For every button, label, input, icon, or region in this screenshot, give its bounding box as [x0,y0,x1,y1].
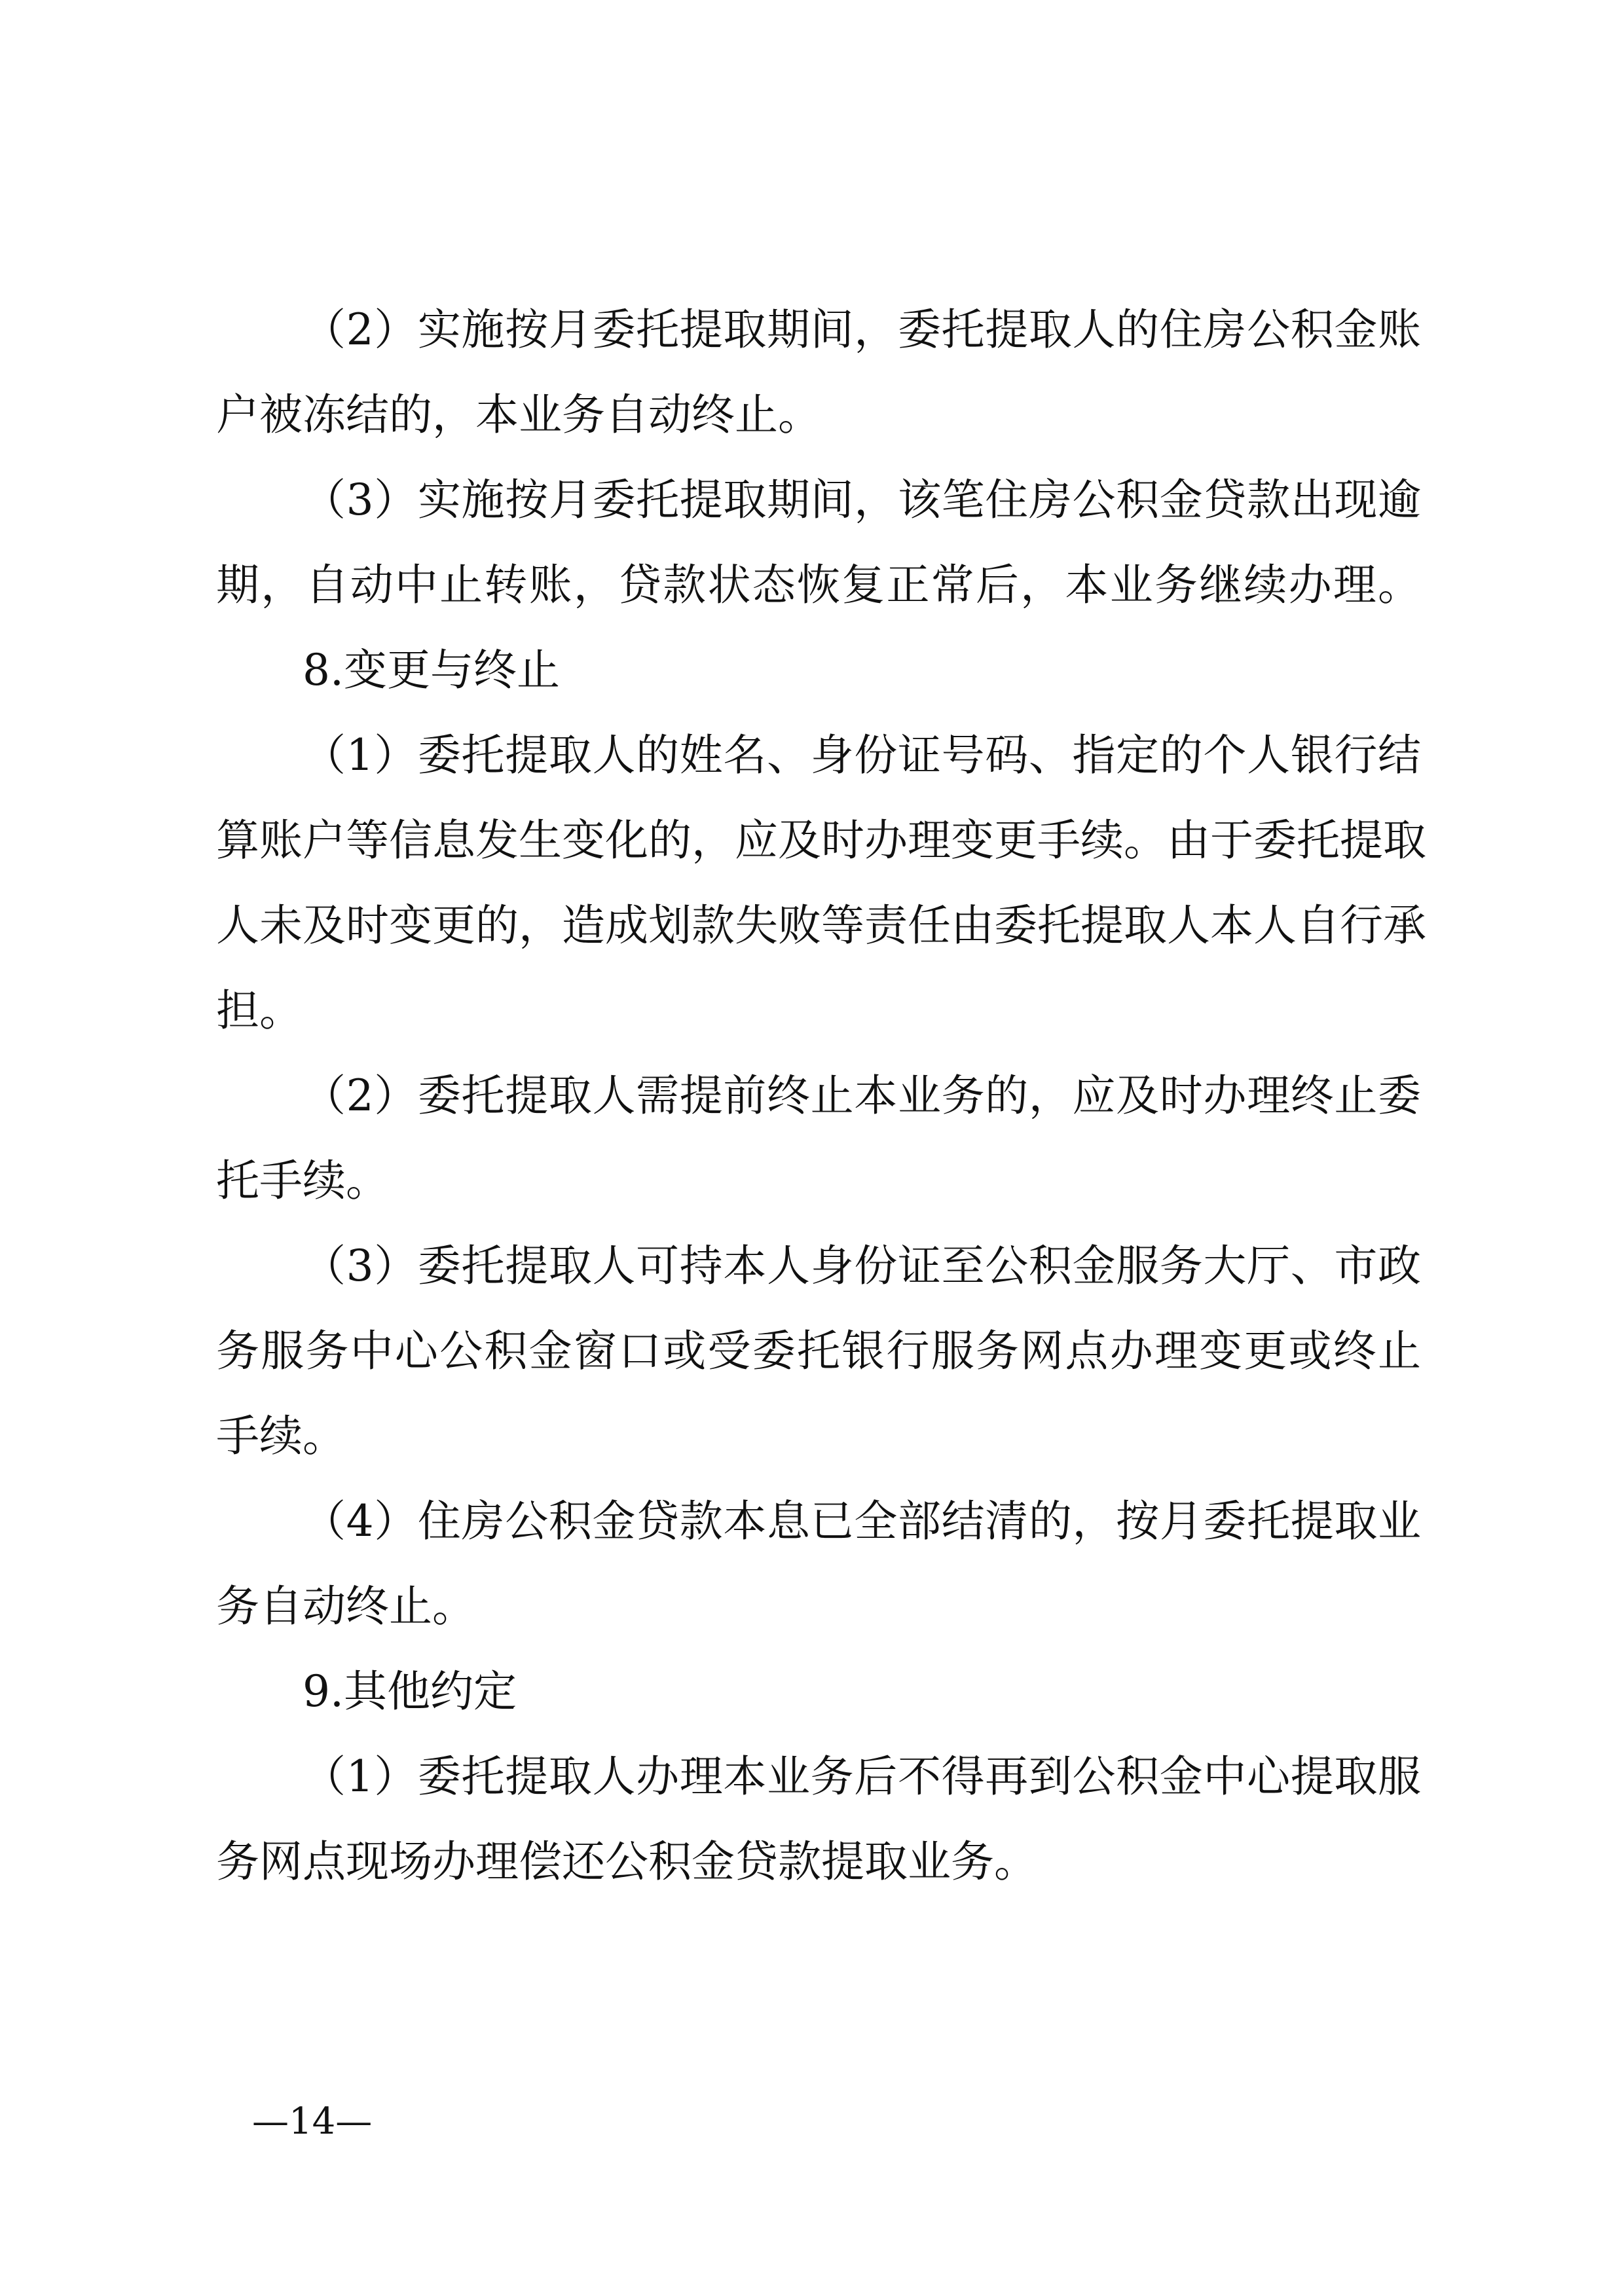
paragraph-line: 务服务中心公积金窗口或受委托银行服务网点办理变更或终止 [216,1326,1421,1376]
paragraph-line: （3）委托提取人可持本人身份证至公积金服务大厅、市政 [303,1241,1421,1291]
paragraph-line: （2）委托提取人需提前终止本业务的，应及时办理终止委 [303,1070,1421,1121]
paragraph-line: 担。 [216,985,303,1036]
paragraph-line: 手续。 [216,1411,346,1461]
paragraph-line: 期，自动中止转账，贷款状态恢复正常后，本业务继续办理。 [216,560,1421,610]
paragraph-line: （2）实施按月委托提取期间，委托提取人的住房公积金账 [303,304,1421,355]
paragraph-line: （1）委托提取人的姓名、身份证号码、指定的个人银行结 [303,730,1421,780]
page-number: —14— [252,2100,373,2143]
paragraph-line: 算账户等信息发生变化的，应及时办理变更手续。由于委托提取 [216,815,1426,866]
paragraph-line: （4）住房公积金贷款本息已全部结清的，按月委托提取业 [303,1496,1421,1546]
paragraph-line: 务网点现场办理偿还公积金贷款提取业务。 [216,1836,1037,1887]
paragraph-line: 户被冻结的，本业务自动终止。 [216,390,821,440]
section-heading: 8.变更与终止 [303,645,560,695]
paragraph-line: 托手续。 [216,1156,389,1206]
section-heading: 9.其他约定 [303,1666,517,1717]
paragraph-line: 人未及时变更的，造成划款失败等责任由委托提取人本人自行承 [216,900,1426,951]
paragraph-line: （1）委托提取人办理本业务后不得再到公积金中心提取服 [303,1751,1421,1802]
paragraph-line: （3）实施按月委托提取期间，该笔住房公积金贷款出现逾 [303,475,1421,525]
paragraph-line: 务自动终止。 [216,1581,475,1631]
